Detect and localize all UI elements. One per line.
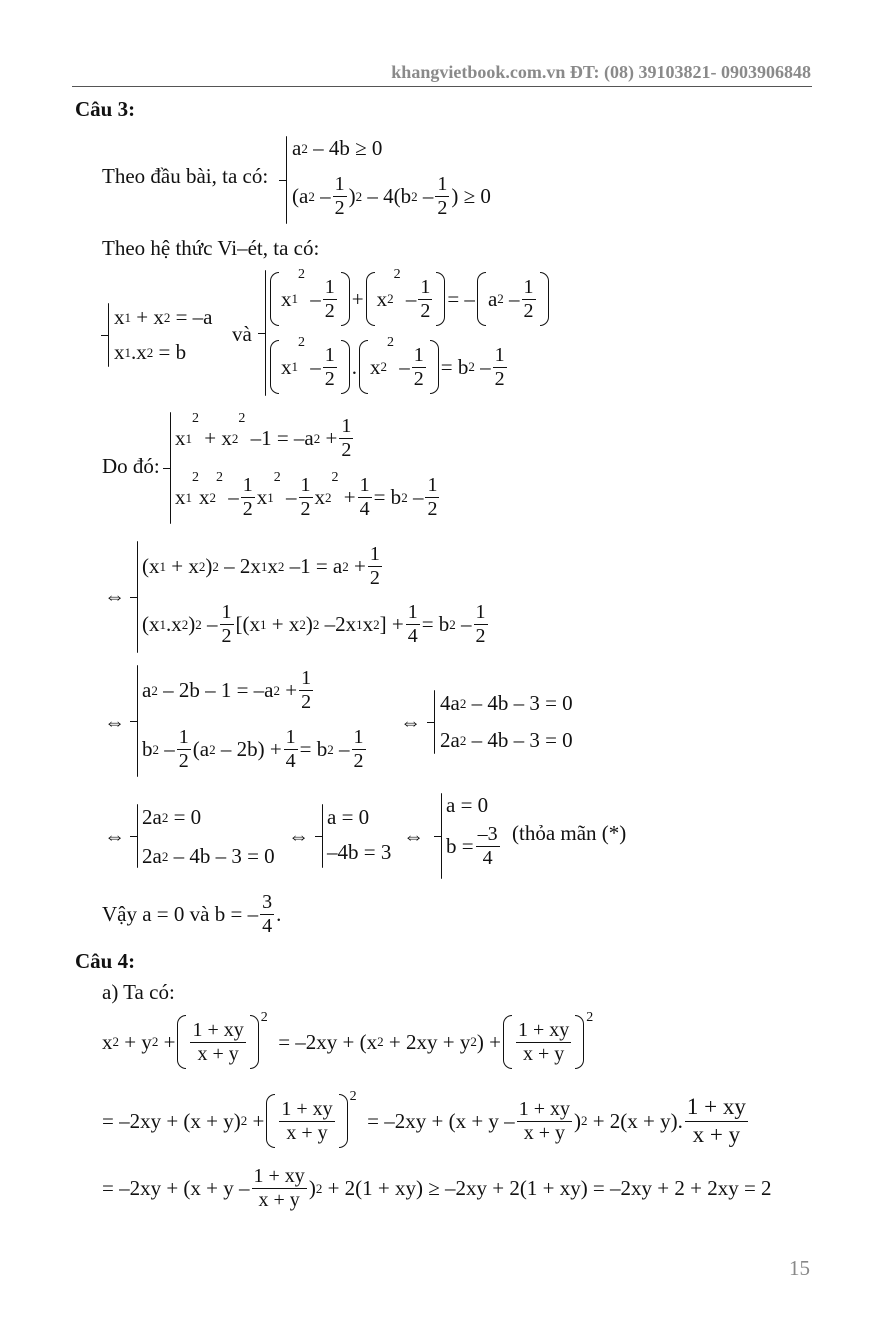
vieta-transformed-2: x 1 2 – $\frac{1}{2}$ . x 2 2 – $\frac{1}{2}$ = b 2 – $\frac{1}{2}$: [268, 340, 509, 394]
system-brace: [265, 270, 266, 396]
step-4-eq-2: 2a 2 – 4b – 3 = 0: [142, 844, 275, 868]
header-rule: [72, 86, 812, 87]
step-5-eq-2: –4b = 3: [327, 840, 392, 864]
vieta-product: x 1 .x 2 = b: [114, 340, 187, 364]
page-header: [391, 62, 811, 83]
equivalence-arrow: ⇔: [400, 710, 421, 734]
satisfies-note: (thỏa mãn (*): [512, 821, 627, 845]
equivalence-arrow: ⇔: [104, 824, 125, 848]
system-brace: [137, 665, 138, 777]
step-4-eq-1: 2a 2 = 0: [142, 805, 202, 829]
question-3-title: Câu 3:: [75, 97, 136, 121]
system-brace: [108, 303, 109, 367]
vieta-sum: x 1 + x 2 = –a: [114, 305, 213, 329]
system-brace: [322, 804, 323, 868]
question-4-title: Câu 4:: [75, 949, 136, 973]
equivalence-arrow: ⇔: [104, 710, 125, 734]
step-1-eq-2: (x 1 .x 2 ) 2 – $\frac{1}{2}$ [(x 1 + x 2 ) 2 –2x 1 x 2 ] + $\frac{1}{4}$ = b 2 – $\frac{1}{2}$: [142, 601, 486, 647]
condition-2: (a 2 – $\frac{1}{2}$ ) 2 – 4(b 2 – $\frac{1}{2}$ ) ≥ 0: [292, 173, 491, 219]
vieta-intro: Theo hệ thức Vi–ét, ta có:: [102, 236, 320, 260]
q4-line-2: = –2xy + (x + y) 2 + $\frac{1 + xy}{x + y}$ 2 = –2xy + (x + y – $\frac{1 + xy}{x + y}$ ) 2 + 2(x + y). $\frac{1 + xy}{x + y}$: [102, 1089, 746, 1147]
q3-conclusion: Vậy a = 0 và b = – $\frac{3}{4}$ .: [102, 891, 282, 937]
and-word: và: [232, 322, 252, 346]
step-3-eq-1: 4a 2 – 4b – 3 = 0: [440, 691, 573, 715]
conclusion-text: Vậy a = 0 và b = –: [102, 902, 259, 926]
q4-line-1: x 2 + y 2 + $\frac{1 + xy}{x + y}$ 2 = –2xy + (x 2 + 2xy + y 2 ) + $\frac{1 + xy}{x + y}$ 2: [102, 1015, 593, 1069]
result-b: b = $\frac{-3}{4}$: [446, 823, 498, 869]
equivalence-arrow: ⇔: [104, 584, 125, 608]
equivalence-arrow: ⇔: [288, 824, 309, 848]
dodo-eq-1: x 1 2 + x 2 2 –1 = –a 2 + $\frac{1}{2}$: [175, 411, 352, 461]
q4-part-a: a) Ta có:: [102, 980, 175, 1004]
condition-1: a 2 – 4b ≥ 0: [292, 136, 383, 160]
system-brace: [137, 804, 138, 868]
step-3-eq-2: 2a 2 – 4b – 3 = 0: [440, 728, 573, 752]
vieta-transformed-1: x 1 2 – $\frac{1}{2}$ + x 2 2 – $\frac{1}{2}$ = – a 2 – $\frac{1}{2}$: [268, 272, 551, 326]
system-brace: [434, 690, 435, 754]
header-phone: ĐT: (08) 39103821- 0903906848: [569, 62, 811, 82]
system-brace: [170, 412, 171, 524]
system-brace: [441, 793, 442, 879]
step-2-eq-2: b 2 – $\frac{1}{2}$ (a 2 – 2b) + $\frac{1}{4}$ = b 2 – $\frac{1}{2}$: [142, 726, 364, 772]
dodo-label: Do đó:: [102, 454, 160, 478]
system-brace: [286, 136, 287, 224]
system-brace: [137, 541, 138, 653]
step-2-eq-1: a 2 – 2b – 1 = –a 2 + $\frac{1}{2}$: [142, 667, 312, 713]
step-1-eq-1: (x 1 + x 2 ) 2 – 2x 1 x 2 –1 = a 2 + $\frac{1}{2}$: [142, 543, 380, 589]
q4-line-3: = –2xy + (x + y – $\frac{1 + xy}{x + y}$ ) 2 + 2(1 + xy) ≥ –2xy + 2(1 + xy) = –2xy + 2 + 2xy = 2: [102, 1165, 772, 1211]
dodo-eq-2: x 1 2 x 2 2 – $\frac{1}{2}$ x 1 2 – $\frac{1}{2}$ x 2 2 + $\frac{1}{4}$ = b 2 – $\frac{1}{2}$: [175, 470, 438, 520]
q3-intro: Theo đầu bài, ta có:: [102, 164, 269, 188]
header-site: khangvietbook.com.vn: [391, 62, 566, 82]
equivalence-arrow: ⇔: [403, 824, 424, 848]
result-a: a = 0: [446, 793, 489, 817]
page-number: 15: [789, 1256, 810, 1280]
step-5-eq-1: a = 0: [327, 805, 370, 829]
